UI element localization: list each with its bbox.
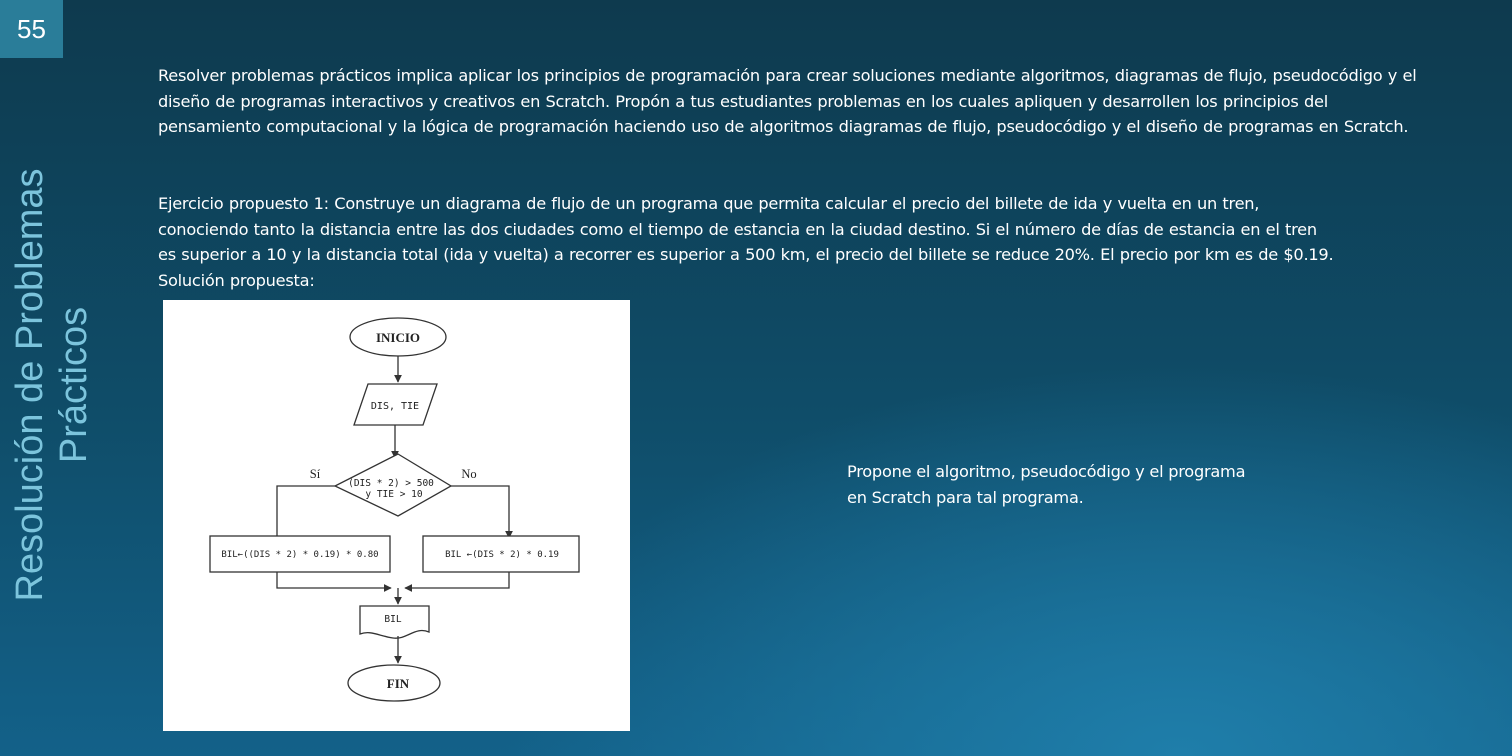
exercise-line: es superior a 10 y la distancia total (ida y vuelta) a recorrer es superior a 500 km, el precio del billete se reduce 20%. El precio por km es de $0.19. <box>158 245 1334 265</box>
end-label: FIN <box>386 676 410 691</box>
yes-process-label: BIL←((DIS * 2) * 0.19) * 0.80 <box>221 550 379 560</box>
decision-label-line-2: y TIE > 10 <box>365 489 423 500</box>
task-note-line: Propone el algoritmo, pseudocódigo y el programa <box>847 462 1246 481</box>
section-title-line-1: Resolución de Problemas <box>9 168 51 602</box>
exercise-paragraph <box>158 191 1458 294</box>
start-label: INICIO <box>375 330 421 345</box>
flowchart-image <box>163 300 630 731</box>
task-note <box>847 459 1327 511</box>
section-title <box>6 165 98 605</box>
decision-label-line-1: (DIS * 2) > 500 <box>348 478 434 489</box>
output-label: BIL <box>384 614 402 625</box>
input-label: DIS, TIE <box>370 401 420 412</box>
exercise-line: conociendo tanto la distancia entre las dos ciudades como el tiempo de estancia en la ciudad destino. Si el número de días de estancia en el tren <box>158 219 1317 239</box>
task-note-line: en Scratch para tal programa. <box>847 488 1084 507</box>
no-branch-label: No <box>461 467 477 481</box>
no-process-label: BIL ←(DIS * 2) * 0.19 <box>445 550 559 560</box>
yes-branch-label: Sí <box>309 467 321 481</box>
solution-label: Solución propuesta: <box>158 271 315 291</box>
intro-paragraph: Resolver problemas prácticos implica aplicar los principios de programación para crear soluciones mediante algoritmos, diagramas de flujo, pseudocódigo y el diseño de programas interactivos y creativos en Scratch. Propón a tus estudiantes problemas en los cuales apliquen y desarrollen los principios del pensamiento computacional y la lógica de programación haciendo uso de algoritmos diagramas de flujo, pseudocódigo y el diseño de programas en Scratch. <box>158 66 1417 137</box>
flowchart-diagram <box>163 300 630 731</box>
slide-number: 55 <box>0 0 63 58</box>
exercise-line: Ejercicio propuesto 1: Construye un diagrama de flujo de un programa que permita calcular el precio del billete de ida y vuelta en un tren, <box>158 194 1260 213</box>
section-title-line-2: Prácticos <box>53 306 95 464</box>
